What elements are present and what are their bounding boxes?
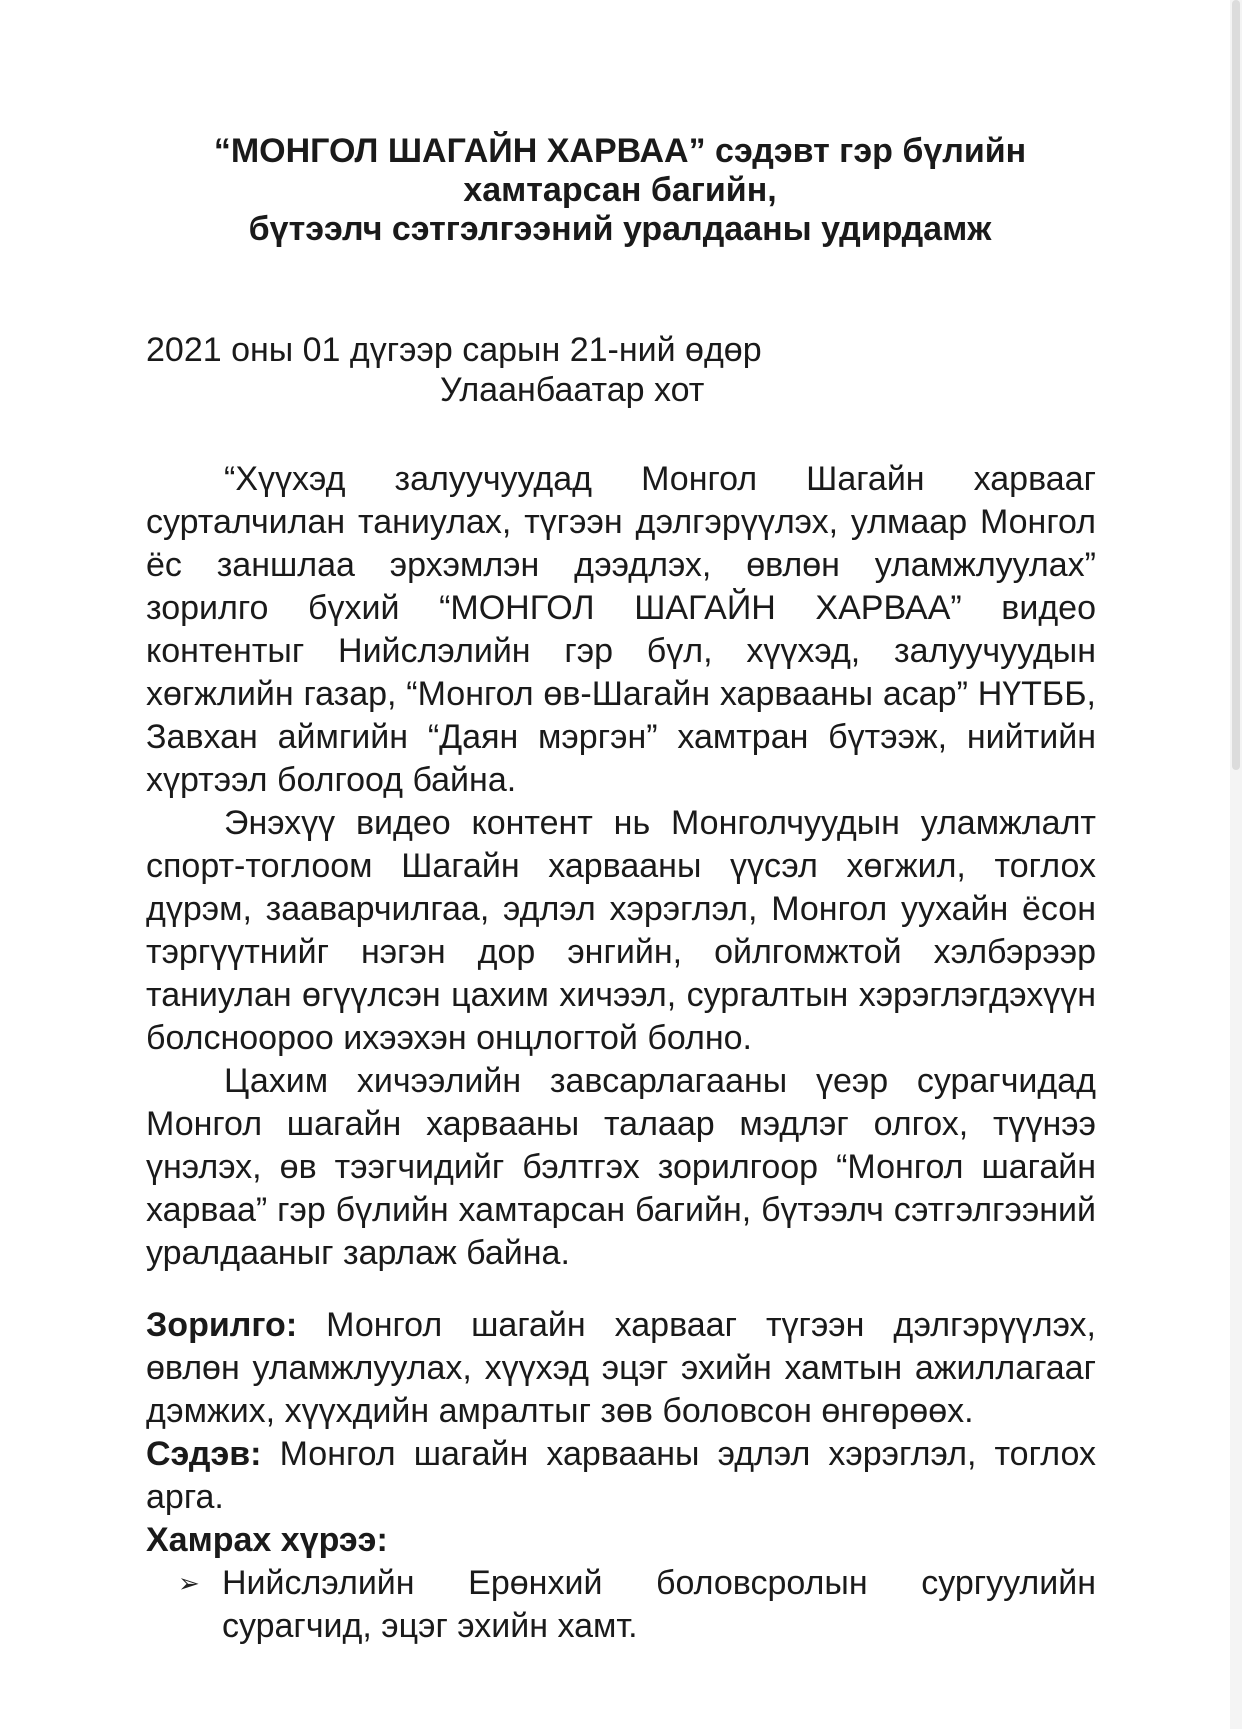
goal-field <box>146 1304 1096 1433</box>
goal-label: Зорилго: <box>146 1306 298 1344</box>
scrollbar-track[interactable] <box>1230 0 1242 1729</box>
document-body <box>146 458 1096 1275</box>
scope-label: Хамрах хүрээ: <box>146 1521 388 1559</box>
content-paragraph: Энэхүү видео контент нь Монголчуудын уламжлалт спорт-тоглоом Шагайн харвааны үүсэл хөгжил, тоглох дүрэм, зааварчилгаа, эдлэл хэрэглэл, Монгол уухайн ёсон тэргүүтнийг нэгэн дор энгийн, ойлгомжтой хэлбэрээр таниулан өгүүлсэн цахим хичээл, сургалтын хэрэглэгдэхүүн болсноороо ихээхэн онцлогтой болно. <box>146 804 1096 1057</box>
document-title <box>140 132 1100 249</box>
announcement-paragraph: Цахим хичээлийн завсарлагааны үеэр сурагчидад Монгол шагайн харвааны талаар мэдлэг олгох, түүнээ үнэлэх, өв тээгчидийг бэлтгэх зорилгоор “Монгол шагайн харваа” гэр бүлийн хамтарсан багийн, бүтээлч сэтгэлгээний уралдааныг зарлаж байна. <box>146 1062 1096 1272</box>
document-fields <box>146 1304 1096 1648</box>
scope-list-item <box>146 1562 1096 1648</box>
arrow-bullet-icon: ➢ <box>178 1568 200 1598</box>
scrollbar-thumb[interactable] <box>1232 0 1240 770</box>
city-line: Улаанбаатар хот <box>440 371 705 409</box>
topic-field <box>146 1433 1096 1519</box>
title-line-3: бүтээлч сэтгэлгээний уралдааны удирдамж <box>248 210 992 248</box>
topic-text: Монгол шагайн харвааны эдлэл хэрэглэл, тоглох арга. <box>146 1435 1096 1516</box>
scope-item-text: Нийслэлийн Ерөнхий боловсролын сургуулийн сурагчид, эцэг эхийн хамт. <box>222 1564 1096 1645</box>
intro-paragraph: “Хүүхэд залуучуудад Монгол Шагайн харвааг сурталчилан таниулах, түгээн дэлгэрүүлэх, улмаар Монгол ёс заншлаа эрхэмлэн дээдлэх, өвлөн уламжлуулах” зорилго бүхий “МОНГОЛ ШАГАЙН ХАРВАА” видео контентыг Нийслэлийн гэр бүл, хүүхэд, залуучуудын хөгжлийн газар, “Монгол өв-Шагайн харвааны асар” НҮТББ, Завхан аймгийн “Даян мэргэн” хамтран бүтээж, нийтийн хүртээл болгоод байна. <box>146 460 1096 799</box>
title-line-2: хамтарсан багийн, <box>463 171 777 209</box>
goal-text: Монгол шагайн харвааг түгээн дэлгэрүүлэх, өвлөн уламжлуулах, хүүхэд эцэг эхийн хамтын ажиллагааг дэмжих, хүүхдийн амралтыг зөв боловсон өнгөрөөх. <box>146 1306 1096 1430</box>
date-line: 2021 оны 01 дүгээр сарын 21-ний өдөр <box>146 331 762 369</box>
title-line-1: “МОНГОЛ ШАГАЙН ХАРВАА” сэдэвт гэр бүлийн <box>213 132 1027 170</box>
topic-label: Сэдэв: <box>146 1435 262 1473</box>
